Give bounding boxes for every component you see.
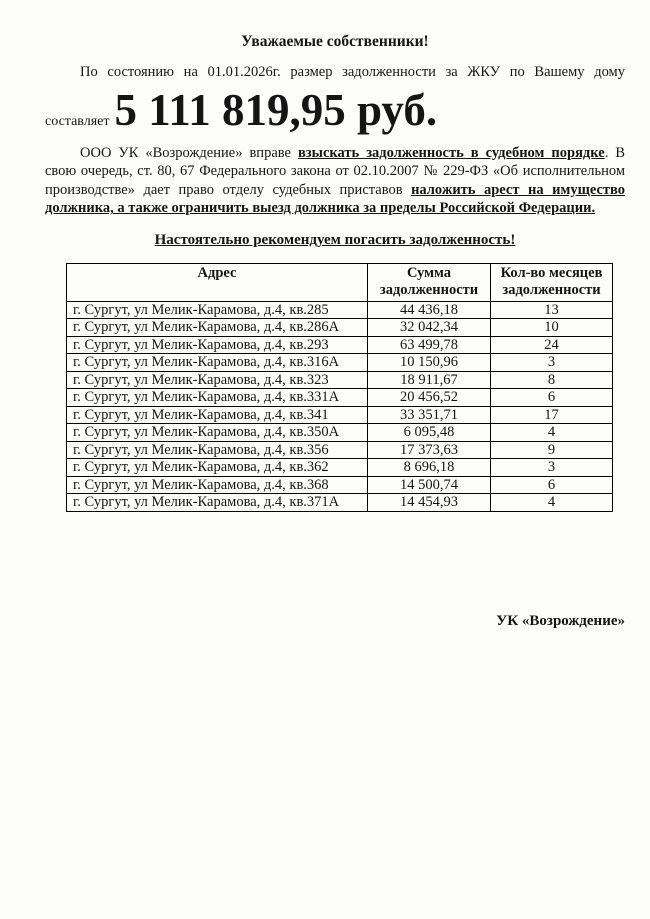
address-cell: г. Сургут, ул Мелик-Карамова, д.4, кв.285 xyxy=(67,301,368,319)
months-cell: 9 xyxy=(491,441,613,459)
months-cell: 6 xyxy=(491,389,613,407)
debt-sum-cell: 33 351,71 xyxy=(368,406,491,424)
column-header-debt-sum: Сумма задолженности xyxy=(368,263,491,301)
months-cell: 17 xyxy=(491,406,613,424)
table-row xyxy=(67,459,613,477)
months-cell: 6 xyxy=(491,476,613,494)
document-title: Уважаемые собственники! xyxy=(241,33,429,50)
debt-sum-cell: 8 696,18 xyxy=(368,459,491,477)
signature: УК «Возрождение» xyxy=(496,612,625,629)
legal-text-2: . В свою очередь, ст. 80, 67 Федерального закона от 02.10.2007 № 229-ФЗ «Об исполнительном производстве» дает право отделу судебных приставов xyxy=(45,144,626,198)
months-cell: 24 xyxy=(491,336,613,354)
debt-sum-cell: 14 500,74 xyxy=(368,476,491,494)
intro-paragraph: По состоянию на 01.01.2026г. размер задолженности за ЖКУ по Вашему дому xyxy=(80,64,625,80)
table-row xyxy=(67,336,613,354)
debt-sum-cell: 20 456,52 xyxy=(368,389,491,407)
address-cell: г. Сургут, ул Мелик-Карамова, д.4, кв.371А xyxy=(67,494,368,512)
months-cell: 13 xyxy=(491,301,613,319)
table-row xyxy=(67,301,613,319)
address-cell: г. Сургут, ул Мелик-Карамова, д.4, кв.356 xyxy=(67,441,368,459)
debt-amount-value: 5 111 819,95 руб. xyxy=(114,84,438,135)
column-header-address: Адрес xyxy=(67,263,368,301)
table-header-row xyxy=(67,263,613,301)
debt-sum-cell: 6 095,48 xyxy=(368,424,491,442)
table-row xyxy=(67,354,613,372)
table-row xyxy=(67,476,613,494)
debt-sum-cell: 10 150,96 xyxy=(368,354,491,372)
table-row xyxy=(67,371,613,389)
table-row xyxy=(67,424,613,442)
legal-emphasis-arrest: наложить арест на имущество должника, а также ограничить выезд должника за пределы Российской Федерации. xyxy=(45,181,625,217)
address-cell: г. Сургут, ул Мелик-Карамова, д.4, кв.316А xyxy=(67,354,368,372)
months-cell: 3 xyxy=(491,459,613,477)
months-cell: 4 xyxy=(491,424,613,442)
debt-amount-line xyxy=(45,84,625,136)
debt-sum-cell: 14 454,93 xyxy=(368,494,491,512)
months-cell: 4 xyxy=(491,494,613,512)
legal-emphasis-collect: взыскать задолженность в судебном порядке xyxy=(297,144,605,161)
months-cell: 3 xyxy=(491,354,613,372)
amount-prefix-label: составляет xyxy=(45,113,110,129)
address-cell: г. Сургут, ул Мелик-Карамова, д.4, кв.368 xyxy=(67,476,368,494)
legal-paragraph xyxy=(45,144,625,218)
address-cell: г. Сургут, ул Мелик-Карамова, д.4, кв.341 xyxy=(67,406,368,424)
debt-sum-cell: 44 436,18 xyxy=(368,301,491,319)
address-cell: г. Сургут, ул Мелик-Карамова, д.4, кв.286А xyxy=(67,319,368,337)
address-cell: г. Сургут, ул Мелик-Карамова, д.4, кв.331А xyxy=(67,389,368,407)
table-row xyxy=(67,319,613,337)
debt-table xyxy=(66,263,613,512)
address-cell: г. Сургут, ул Мелик-Карамова, д.4, кв.362 xyxy=(67,459,368,477)
address-cell: г. Сургут, ул Мелик-Карамова, д.4, кв.350А xyxy=(67,424,368,442)
debt-sum-cell: 18 911,67 xyxy=(368,371,491,389)
table-row xyxy=(67,441,613,459)
recommendation-line: Настоятельно рекомендуем погасить задолженность! xyxy=(154,231,516,248)
debt-sum-cell: 17 373,63 xyxy=(368,441,491,459)
months-cell: 8 xyxy=(491,371,613,389)
address-cell: г. Сургут, ул Мелик-Карамова, д.4, кв.293 xyxy=(67,336,368,354)
debt-sum-cell: 63 499,78 xyxy=(368,336,491,354)
column-header-months: Кол-во месяцев задолженности xyxy=(491,263,613,301)
address-cell: г. Сургут, ул Мелик-Карамова, д.4, кв.323 xyxy=(67,371,368,389)
debt-sum-cell: 32 042,34 xyxy=(368,319,491,337)
months-cell: 10 xyxy=(491,319,613,337)
table-row xyxy=(67,389,613,407)
table-row xyxy=(67,406,613,424)
table-row xyxy=(67,494,613,512)
legal-text-1: ООО УК «Возрождение» вправе xyxy=(80,144,298,161)
